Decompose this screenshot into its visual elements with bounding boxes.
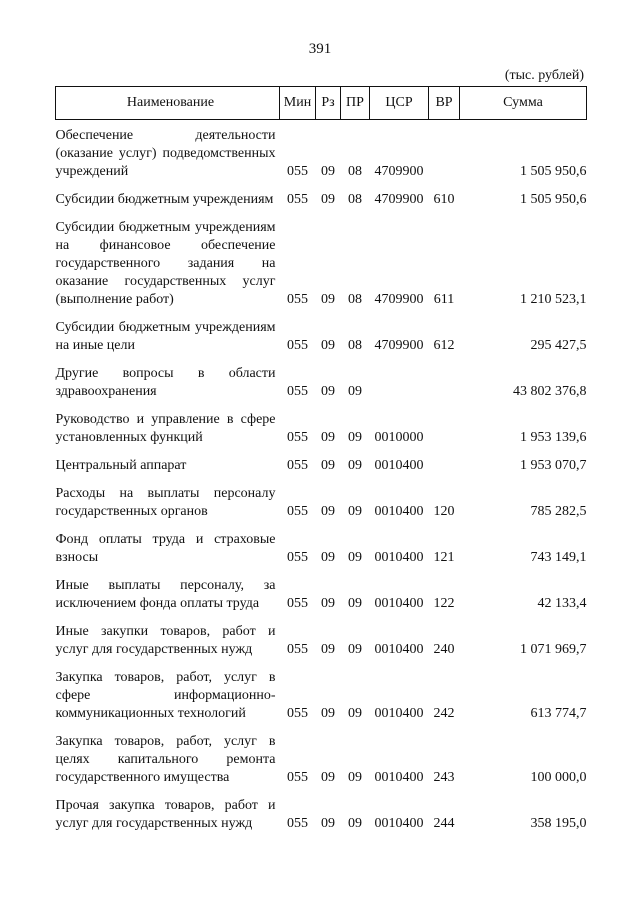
table-row — [56, 577, 587, 623]
cell-pr: 09 — [348, 550, 362, 565]
cell-min: 055 — [287, 430, 308, 445]
table-row — [56, 219, 587, 319]
cell-vr: 121 — [433, 550, 455, 565]
cell-csr: 0010400 — [374, 550, 424, 565]
cell-sum: 785 282,5 — [530, 504, 587, 519]
table-row — [56, 797, 587, 843]
cell-rz: 09 — [321, 504, 335, 519]
cell-pr: 08 — [348, 292, 362, 307]
cell-rz: 09 — [321, 770, 335, 785]
cell-name: Центральный аппарат — [55, 458, 187, 473]
cell-vr: 612 — [433, 338, 455, 353]
cell-csr: 0010400 — [374, 706, 424, 721]
cell-csr: 0010400 — [374, 642, 424, 657]
cell-rz: 09 — [321, 338, 335, 353]
cell-sum: 1 505 950,6 — [520, 192, 587, 207]
cell-name: Фонд оплаты труда и страховые взносы — [55, 532, 276, 565]
cell-sum: 1 505 950,6 — [520, 164, 587, 179]
cell-sum: 100 000,0 — [530, 770, 587, 785]
cell-vr: 244 — [433, 816, 455, 831]
header-min: Мин — [280, 87, 316, 120]
cell-min: 055 — [287, 770, 308, 785]
cell-csr: 0010400 — [374, 504, 424, 519]
cell-name: Иные выплаты персоналу, за исключением фонда оплаты труда — [55, 578, 276, 611]
cell-sum: 1 953 139,6 — [520, 430, 587, 445]
units-note: (тыс. рублей) — [504, 68, 584, 83]
cell-vr — [429, 411, 460, 457]
cell-name: Субсидии бюджетным учреждениям на иные цели — [55, 320, 276, 353]
cell-vr: 242 — [433, 706, 455, 721]
cell-pr: 09 — [348, 384, 362, 399]
cell-min: 055 — [287, 706, 308, 721]
cell-csr: 0010400 — [374, 816, 424, 831]
table-row — [56, 120, 587, 192]
cell-pr: 09 — [348, 642, 362, 657]
cell-csr — [370, 365, 429, 411]
cell-min: 055 — [287, 596, 308, 611]
cell-pr: 09 — [348, 816, 362, 831]
cell-vr — [429, 457, 460, 485]
table-row — [56, 669, 587, 733]
cell-csr: 4709900 — [374, 164, 424, 179]
cell-pr: 08 — [348, 164, 362, 179]
cell-name: Руководство и управление в сфере установленных функций — [55, 412, 276, 445]
cell-name: Закупка товаров, работ, услуг в сфере информационно-коммуникационных технологий — [55, 670, 276, 721]
cell-csr: 0010400 — [374, 458, 424, 473]
header-pr: ПР — [341, 87, 370, 120]
cell-pr: 08 — [348, 192, 362, 207]
cell-rz: 09 — [321, 550, 335, 565]
cell-csr: 4709900 — [374, 192, 424, 207]
cell-pr: 09 — [348, 504, 362, 519]
cell-name: Субсидии бюджетным учреждениям — [55, 192, 274, 207]
cell-rz: 09 — [321, 816, 335, 831]
cell-pr: 08 — [348, 338, 362, 353]
cell-name: Расходы на выплаты персоналу государственных органов — [55, 486, 276, 519]
cell-name: Субсидии бюджетным учреждениям на финансовое обеспечение государственного задания на оказание государственных услуг (выполнение работ) — [55, 220, 276, 307]
cell-rz: 09 — [321, 458, 335, 473]
cell-rz: 09 — [321, 164, 335, 179]
cell-sum: 358 195,0 — [530, 816, 587, 831]
cell-csr: 0010400 — [374, 596, 424, 611]
cell-pr: 09 — [348, 430, 362, 445]
header-sum: Сумма — [460, 87, 587, 120]
cell-csr: 0010000 — [374, 430, 424, 445]
cell-min: 055 — [287, 384, 308, 399]
cell-min: 055 — [287, 504, 308, 519]
cell-sum: 43 802 376,8 — [513, 384, 587, 399]
cell-csr: 4709900 — [374, 292, 424, 307]
cell-rz: 09 — [321, 384, 335, 399]
table-row — [56, 319, 587, 365]
cell-pr: 09 — [348, 706, 362, 721]
cell-csr: 4709900 — [374, 338, 424, 353]
cell-rz: 09 — [321, 192, 335, 207]
cell-rz: 09 — [321, 430, 335, 445]
header-vr: ВР — [429, 87, 460, 120]
table-body — [56, 120, 587, 844]
cell-min: 055 — [287, 292, 308, 307]
table-row — [56, 623, 587, 669]
cell-rz: 09 — [321, 706, 335, 721]
page-number: 391 — [308, 41, 332, 57]
cell-rz: 09 — [321, 642, 335, 657]
cell-sum: 1 953 070,7 — [520, 458, 587, 473]
cell-sum: 42 133,4 — [537, 596, 587, 611]
cell-pr: 09 — [348, 458, 362, 473]
cell-vr: 120 — [433, 504, 455, 519]
header-name: Наименование — [56, 87, 280, 120]
cell-name: Обеспечение деятельности (оказание услуг) подведомственных учреждений — [55, 128, 276, 179]
table-row — [56, 733, 587, 797]
header-csr: ЦСР — [370, 87, 429, 120]
cell-sum: 1 071 969,7 — [520, 642, 587, 657]
cell-min: 055 — [287, 338, 308, 353]
cell-min: 055 — [287, 816, 308, 831]
cell-sum: 1 210 523,1 — [520, 292, 587, 307]
cell-vr: 610 — [433, 192, 455, 207]
table-row — [56, 531, 587, 577]
cell-vr: 611 — [433, 292, 455, 307]
cell-name: Другие вопросы в области здравоохранения — [55, 366, 276, 399]
cell-csr: 0010400 — [374, 770, 424, 785]
table-row — [56, 485, 587, 531]
cell-name: Прочая закупка товаров, работ и услуг для государственных нужд — [55, 798, 276, 831]
cell-sum: 743 149,1 — [530, 550, 587, 565]
header-rz: Рз — [316, 87, 341, 120]
cell-min: 055 — [287, 192, 308, 207]
cell-name: Закупка товаров, работ, услуг в целях капитального ремонта государственного имущества — [55, 734, 276, 785]
cell-vr: 243 — [433, 770, 455, 785]
cell-min: 055 — [287, 458, 308, 473]
cell-vr: 240 — [433, 642, 455, 657]
cell-vr: 122 — [433, 596, 455, 611]
cell-sum: 613 774,7 — [530, 706, 587, 721]
table-row — [56, 191, 587, 219]
cell-rz: 09 — [321, 596, 335, 611]
cell-pr: 09 — [348, 770, 362, 785]
budget-table — [55, 86, 587, 843]
cell-name: Иные закупки товаров, работ и услуг для государственных нужд — [55, 624, 276, 657]
table-row — [56, 411, 587, 457]
table-row — [56, 457, 587, 485]
cell-pr: 09 — [348, 596, 362, 611]
table-header — [56, 87, 587, 120]
cell-vr — [429, 120, 460, 192]
cell-min: 055 — [287, 164, 308, 179]
table-row — [56, 365, 587, 411]
cell-min: 055 — [287, 642, 308, 657]
cell-vr — [429, 365, 460, 411]
cell-rz: 09 — [321, 292, 335, 307]
cell-sum: 295 427,5 — [530, 338, 587, 353]
cell-min: 055 — [287, 550, 308, 565]
